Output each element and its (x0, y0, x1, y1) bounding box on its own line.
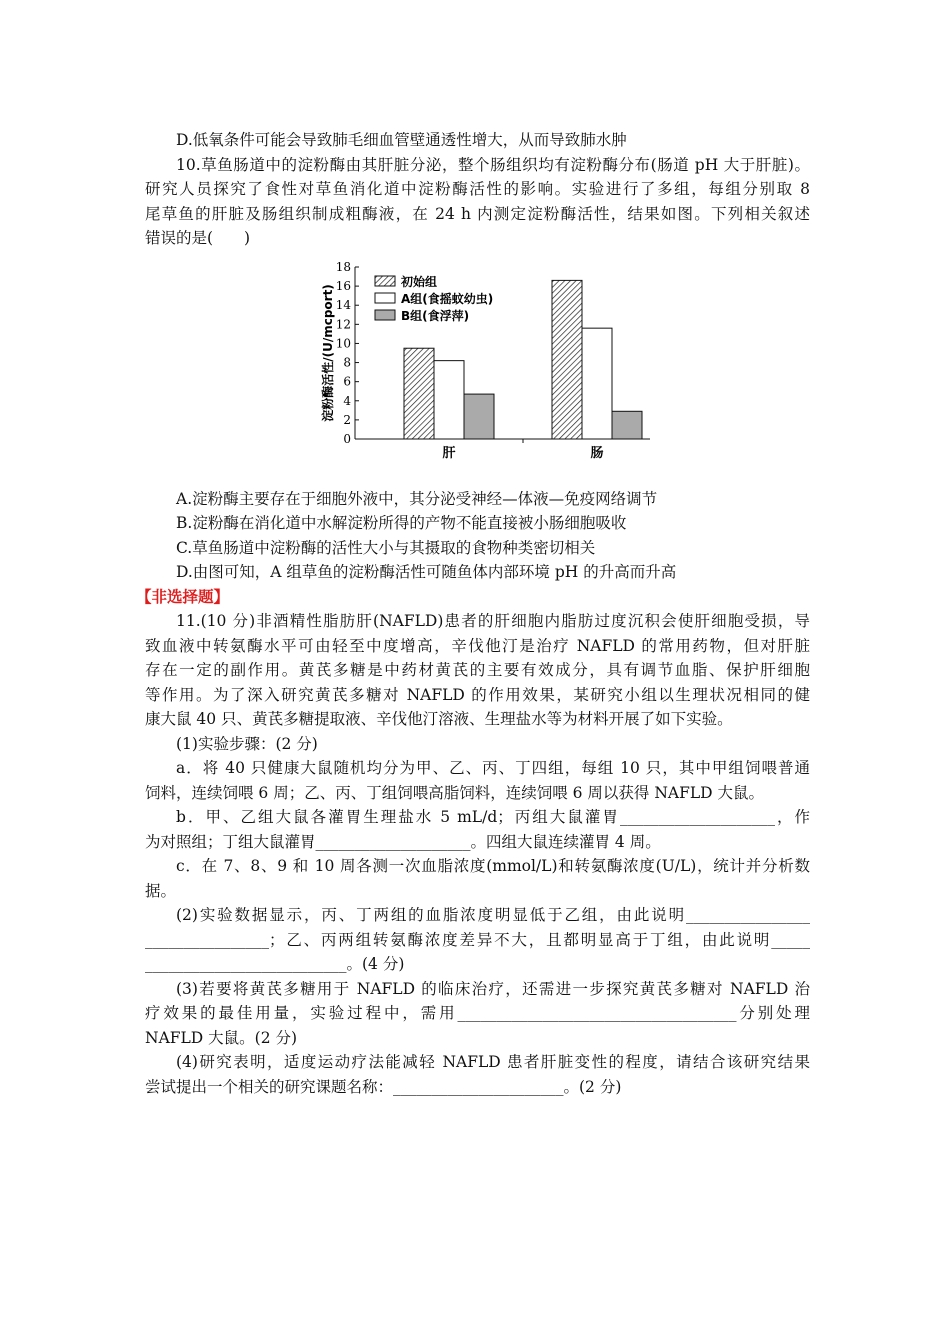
bar-肝-初始组 (404, 348, 434, 439)
q10-option-b: B.淀粉酶在消化道中水解淀粉所得的产物不能直接被小肠细胞吸收 (176, 514, 627, 532)
q10-option-a: A.淀粉酶主要存在于细胞外液中，其分泌受神经—体液—免疫网络调节 (176, 489, 658, 508)
q11-intro-line-2: 致血液中转氨酶水平可由轻至中度增高，辛伐他汀是治疗 NAFLD 的常用药物，但对肝脏 (145, 636, 810, 655)
y-tick-label: 10 (335, 335, 351, 350)
y-tick-label: 12 (335, 316, 351, 331)
y-tick-label: 16 (335, 278, 351, 293)
x-category-label: 肝 (442, 445, 456, 461)
q11-step-a-line-2: 饲料，连续饲喂 6 周；乙、丙、丁组饲喂高脂饲料，连续饲喂 6 周以获得 NAFLD 大鼠。 (145, 783, 765, 802)
q11-part2-line-2: ________________；乙、丙两组转氨酶浓度差异不大，且都明显高于丁组，由此说明_____ (145, 930, 810, 949)
bar-肠-初始组 (552, 280, 582, 439)
bar-肠-B组(食浮萍) (612, 411, 642, 439)
q11-step-b-line-1: b．甲、乙组大鼠各灌胃生理盐水 5 mL/d；丙组大鼠灌胃____________________，作 (176, 808, 810, 826)
bar-chart-svg (320, 259, 660, 477)
y-tick-label: 0 (343, 431, 351, 446)
legend-label: A组(食摇蚊幼虫) (401, 291, 494, 306)
legend-label: B组(食浮萍) (401, 308, 470, 323)
q11-step-c-line-1: c．在 7、8、9 和 10 周各测一次血脂浓度(mmol/L)和转氨酶浓度(U/L)，统计并分析数 (176, 857, 810, 875)
y-tick-label: 4 (343, 393, 351, 408)
x-category-label: 肠 (590, 445, 604, 461)
y-tick-label: 6 (343, 374, 351, 389)
y-tick-label: 18 (335, 259, 351, 274)
q11-part3-line-3: NAFLD 大鼠。(2 分) (145, 1028, 298, 1047)
q11-part3-line-2: 疗效果的最佳用量，实验过程中，需用____________________________________分别处理 (145, 1004, 810, 1022)
section-header: 【非选择题】 (136, 586, 230, 606)
q11-intro-line-5: 康大鼠 40 只、黄芪多糖提取液、辛伐他汀溶液、生理盐水等为材料开展了如下实验。 (145, 710, 733, 728)
q10-option-c: C.草鱼肠道中淀粉酶的活性大小与其摄取的食物种类密切相关 (176, 538, 596, 557)
q10-option-d: D.由图可知，A 组草鱼的淀粉酶活性可随鱼体内部环境 pH 的升高而升高 (176, 563, 677, 581)
legend-swatch (375, 310, 395, 320)
q11-intro-line-4: 等作用。为了深入研究黄芪多糖对 NAFLD 的作用效果，某研究小组以生理状况相同的健 (145, 685, 810, 704)
legend-swatch (375, 276, 395, 286)
y-axis-title: 淀粉酶活性/(U/mcport) (321, 283, 335, 422)
q11-part4-line-2: 尝试提出一个相关的研究课题名称：______________________。(2 分) (145, 1077, 622, 1096)
legend-swatch (375, 293, 395, 303)
q11-part4-line-1: (4)研究表明，适度运动疗法能减轻 NAFLD 患者肝脏变性的程度，请结合该研究结果 (176, 1053, 810, 1071)
q11-step-c-line-2: 据。 (145, 881, 177, 900)
bar-肝-A组(食摇蚊幼虫) (434, 360, 464, 438)
q10-stem-line-1: 10.草鱼肠道中的淀粉酶由其肝脏分泌，整个肠组织均有淀粉酶分布(肠道 pH 大于肝脏)。 (176, 155, 810, 174)
q11-step-b-line-2: 为对照组；丁组大鼠灌胃____________________。四组大鼠连续灌胃 4 周。 (145, 832, 661, 851)
document-page (136, 128, 810, 1099)
y-tick-label: 8 (343, 355, 351, 370)
q11-intro-line-3: 存在一定的副作用。黄芪多糖是中药材黄芪的主要有效成分，具有调节血脂、保护肝细胞 (145, 661, 810, 679)
q11-part2-line-3: __________________________。(4 分) (145, 955, 405, 973)
q10-stem-line-3: 尾草鱼的肝脏及肠组织制成粗酶液，在 24 h 内测定淀粉酶活性，结果如图。下列相关叙述 (145, 204, 810, 223)
bar-肠-A组(食摇蚊幼虫) (582, 328, 612, 439)
q11-step-a-line-1: a．将 40 只健康大鼠随机均分为甲、乙、丙、丁四组，每组 10 只，其中甲组饲喂普通 (176, 759, 810, 777)
bar-肝-B组(食浮萍) (464, 394, 494, 439)
legend-label: 初始组 (401, 274, 438, 289)
enzyme-activity-chart (145, 259, 810, 479)
q11-part1-label: (1)实验步骤：(2 分) (176, 734, 318, 753)
y-tick-label: 2 (343, 412, 351, 427)
q11-part2-line-1: (2)实验数据显示，丙、丁两组的血脂浓度明显低于乙组，由此说明________________ (176, 906, 810, 924)
q11-intro-line-1: 11.(10 分)非酒精性脂肪肝(NAFLD)患者的肝细胞内脂肪过度沉积会使肝细胞受损，导 (176, 612, 810, 630)
q11-part3-line-1: (3)若要将黄芪多糖用于 NAFLD 的临床治疗，还需进一步探究黄芪多糖对 NAFLD 治 (176, 979, 810, 998)
y-tick-label: 14 (335, 297, 351, 312)
q10-stem-line-2: 研究人员探究了食性对草鱼消化道中淀粉酶活性的影响。实验进行了多组，每组分别取 8 (145, 180, 810, 198)
q10-stem-line-4: 错误的是( ) (145, 229, 251, 247)
q9-option-d: D.低氧条件可能会导致肺毛细血管壁通透性增大，从而导致肺水肿 (176, 131, 627, 149)
